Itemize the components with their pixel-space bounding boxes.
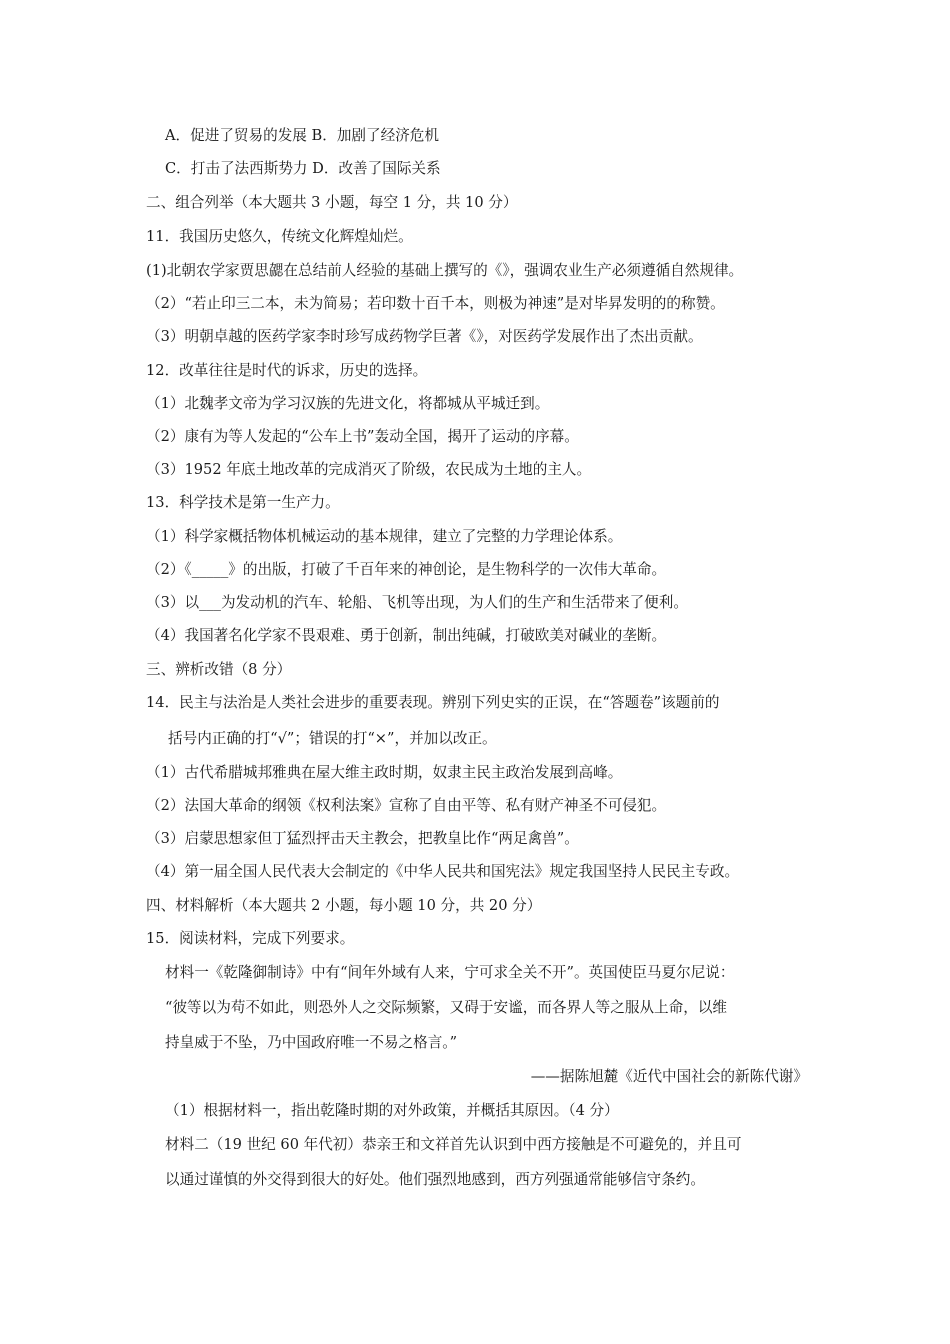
- q14-item-1: （1）古代希腊城邦雅典在屋大维主政时期，奴隶主民主政治发展到高峰。: [146, 764, 623, 781]
- q15-sub-1: （1）根据材料一，指出乾隆时期的对外政策，并概括其原因。（4 分）: [165, 1102, 619, 1119]
- q13-stem: 13．科学技术是第一生产力。: [146, 494, 340, 511]
- material-2-line-2: 以通过谨慎的外交得到很大的好处。他们强烈地感到，西方列强通常能够信守条约。: [165, 1171, 705, 1188]
- q14-stem-cont: 括号内正确的打“√”；错误的打“×”，并加以改正。: [168, 730, 497, 747]
- material-1-source: ——据陈旭麓《近代中国社会的新陈代谢》: [530, 1068, 808, 1085]
- q13-item-1: （1）科学家概括物体机械运动的基本规律，建立了完整的力学理论体系。: [146, 528, 623, 545]
- q12-item-3: （3）1952 年底土地改革的完成消灭了阶级，农民成为土地的主人。: [146, 461, 592, 478]
- q14-item-3: （3）启蒙思想家但丁猛烈抨击天主教会，把教皇比作“两足禽兽”。: [146, 830, 579, 847]
- q14-stem: 14．民主与法治是人类社会进步的重要表现。辨别下列史实的正误，在“答题卷”该题前的: [146, 694, 720, 711]
- material-1-line-1: 材料一《乾隆御制诗》中有“间年外域有人来，宁可求全关不开”。英国使臣马夏尔尼说：: [165, 964, 735, 981]
- q12-item-1: （1）北魏孝文帝为学习汉族的先进文化，将都城从平城迁到。: [146, 395, 550, 412]
- q11-item-1: (1)北朝农学家贾思勰在总结前人经验的基础上撰写的《》，强调农业生产必须遵循自然规律。: [146, 262, 744, 279]
- q13-item-3: （3）以___为发动机的汽车、轮船、飞机等出现，为人们的生产和生活带来了便利。: [146, 594, 688, 611]
- q10-options-cd: C．打击了法西斯势力 D．改善了国际关系: [165, 160, 441, 177]
- material-2-line-1: 材料二（19 世纪 60 年代初）恭亲王和文祥首先认识到中西方接触是不可避免的，并且可: [165, 1136, 742, 1153]
- q12-stem: 12．改革往往是时代的诉求，历史的选择。: [146, 362, 428, 379]
- q14-item-2: （2）法国大革命的纲领《权利法案》宣称了自由平等、私有财产神圣不可侵犯。: [146, 797, 667, 814]
- q11-item-3: （3）明朝卓越的医药学家李时珍写成药物学巨著《》，对医药学发展作出了杰出贡献。: [146, 328, 703, 345]
- q13-item-4: （4）我国著名化学家不畏艰难、勇于创新，制出纯碱，打破欧美对碱业的垄断。: [146, 627, 667, 644]
- section-3-heading: 三、辨析改错（8 分）: [146, 661, 292, 678]
- material-1-line-3: 持皇威于不坠，乃中国政府唯一不易之格言。”: [165, 1034, 458, 1051]
- q15-stem: 15．阅读材料，完成下列要求。: [146, 930, 355, 947]
- q11-item-2: （2）“若止印三二本，未为简易；若印数十百千本，则极为神速”是对毕昇发明的的称赞。: [146, 295, 725, 312]
- section-2-heading: 二、组合列举（本大题共 3 小题，每空 1 分，共 10 分）: [146, 194, 518, 211]
- material-1-line-2: “彼等以为苟不如此，则恐外人之交际频繁，又碍于安谧，而各界人等之服从上命，以维: [165, 999, 728, 1016]
- q14-item-4: （4）第一届全国人民代表大会制定的《中华人民共和国宪法》规定我国坚持人民民主专政。: [146, 863, 740, 880]
- q12-item-2: （2）康有为等人发起的“公车上书”轰动全国，揭开了运动的序幕。: [146, 428, 579, 445]
- q10-options-ab: A．促进了贸易的发展 B．加剧了经济危机: [165, 127, 439, 144]
- q11-stem: 11．我国历史悠久，传统文化辉煌灿烂。: [146, 228, 413, 245]
- q13-item-2: （2）《_____》的出版，打破了千百年来的神创论，是生物科学的一次伟大革命。: [146, 561, 667, 578]
- section-4-heading: 四、材料解析（本大题共 2 小题，每小题 10 分，共 20 分）: [146, 897, 542, 914]
